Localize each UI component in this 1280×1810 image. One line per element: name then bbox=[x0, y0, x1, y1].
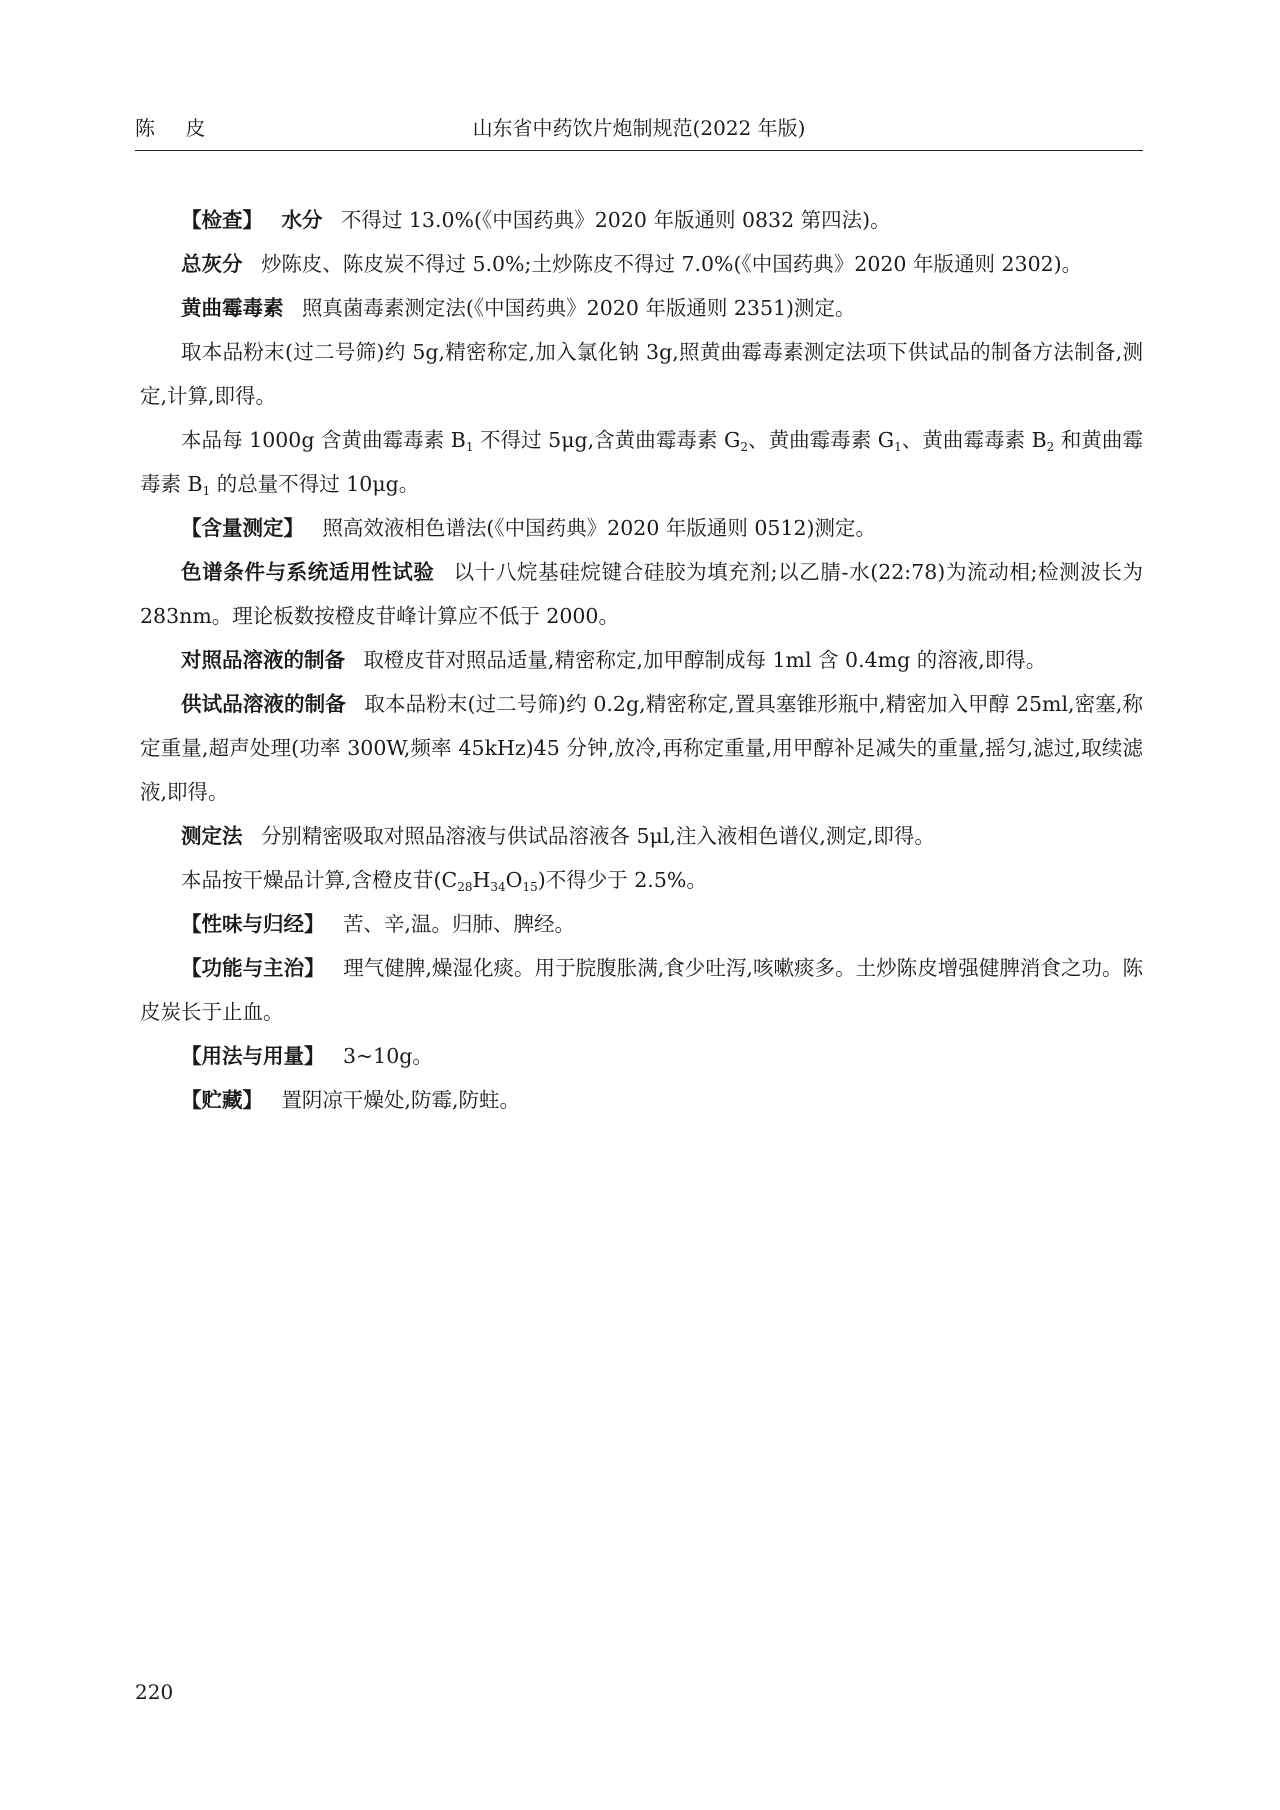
paragraph-text: 照高效液相色谱法(《中国药典》2020 年版通则 0512)测定。 bbox=[322, 516, 877, 540]
paragraph-text: O bbox=[505, 868, 523, 892]
paragraph-aflatoxin bbox=[140, 286, 1143, 330]
section-heading: 【含量测定】 bbox=[181, 516, 304, 540]
paragraph-text: 、黄曲霉毒素 G bbox=[748, 428, 895, 452]
paragraph-text: 以十八烷基硅烷键合硅胶为填充剂;以乙腈-水(22:78)为流动相;检测波长为 283nm。理论板数按橙皮苷峰计算应不低于 2000。 bbox=[140, 560, 1144, 628]
sub-heading: 供试品溶液的制备 bbox=[181, 692, 346, 716]
sub-heading: 水分 bbox=[281, 208, 323, 232]
header-herb-name: 陈 皮 bbox=[135, 116, 218, 140]
paragraph-total-ash bbox=[140, 242, 1143, 286]
section-heading: 【用法与用量】 bbox=[181, 1044, 325, 1068]
section-heading: 【贮藏】 bbox=[181, 1088, 263, 1112]
subscript: 1 bbox=[465, 440, 474, 454]
paragraph-text: 不得过 5μg,含黄曲霉毒素 G bbox=[473, 428, 741, 452]
section-heading: 【检查】 bbox=[181, 208, 263, 232]
paragraph-text: 苦、辛,温。归肺、脾经。 bbox=[342, 912, 575, 936]
paragraph-text: 照真菌毒素测定法(《中国药典》2020 年版通则 2351)测定。 bbox=[301, 296, 856, 320]
subscript: 2 bbox=[740, 440, 748, 454]
page-body bbox=[140, 198, 1143, 1122]
sub-heading: 黄曲霉毒素 bbox=[181, 296, 284, 320]
sub-heading: 测定法 bbox=[181, 824, 243, 848]
paragraph-text: 分别精密吸取对照品溶液与供试品溶液各 5μl,注入液相色谱仪,测定,即得。 bbox=[260, 824, 935, 848]
paragraph-chromatographic-conditions bbox=[140, 550, 1143, 638]
paragraph-storage bbox=[140, 1078, 1143, 1122]
paragraph-usage-dosage bbox=[140, 1034, 1143, 1078]
paragraph-text: )不得少于 2.5%。 bbox=[537, 868, 707, 892]
paragraph-inspection-moisture bbox=[140, 198, 1143, 242]
header-book-title: 山东省中药饮片炮制规范(2022 年版) bbox=[472, 116, 806, 140]
paragraph-text: 和黄曲霉毒素 B bbox=[140, 428, 1143, 496]
subscript: 15 bbox=[522, 880, 538, 894]
sub-heading: 色谱条件与系统适用性试验 bbox=[181, 560, 435, 584]
paragraph-text: 、黄曲霉毒素 B bbox=[901, 428, 1047, 452]
paragraph-text: 不得过 13.0%(《中国药典》2020 年版通则 0832 第四法)。 bbox=[340, 208, 891, 232]
paragraph-text: 本品每 1000g 含黄曲霉毒素 B bbox=[181, 428, 466, 452]
sub-heading: 总灰分 bbox=[181, 252, 243, 276]
paragraph-functions-indications bbox=[140, 946, 1143, 1034]
paragraph-text: 取本品粉末(过二号筛)约 5g,精密称定,加入氯化钠 3g,照黄曲霉毒素测定法项下供试品的制备方法制备,测定,计算,即得。 bbox=[140, 340, 1143, 408]
paragraph-text: 取橙皮苷对照品适量,精密称定,加甲醇制成每 1ml 含 0.4mg 的溶液,即得。 bbox=[363, 648, 1047, 672]
paragraph-text: 本品按干燥品计算,含橙皮苷(C bbox=[181, 868, 458, 892]
paragraph-text: 理气健脾,燥湿化痰。用于脘腹胀满,食少吐泻,咳嗽痰多。土炒陈皮增强健脾消食之功。陈皮炭长于止血。 bbox=[140, 956, 1144, 1024]
page-number: 220 bbox=[135, 1680, 174, 1704]
paragraph-aflatoxin-limit bbox=[140, 418, 1143, 506]
subscript: 34 bbox=[490, 880, 506, 894]
paragraph-reference-solution bbox=[140, 638, 1143, 682]
paragraph-text: 取本品粉末(过二号筛)约 0.2g,精密称定,置具塞锥形瓶中,精密加入甲醇 25ml,密塞,称定重量,超声处理(功率 300W,频率 45kHz)45 分钟,放冷,再称定重量,用甲醇补足减失的重量,摇匀,滤过,取续滤液,即得。 bbox=[140, 692, 1143, 804]
paragraph-text: H bbox=[472, 868, 491, 892]
paragraph-test-solution bbox=[140, 682, 1143, 814]
subscript: 1 bbox=[894, 440, 902, 454]
header-rule bbox=[135, 150, 1143, 151]
paragraph-procedure bbox=[140, 814, 1143, 858]
paragraph-text: 炒陈皮、陈皮炭不得过 5.0%;土炒陈皮不得过 7.0%(《中国药典》2020 年版通则 2302)。 bbox=[260, 252, 1083, 276]
section-heading: 【功能与主治】 bbox=[181, 956, 325, 980]
paragraph-text: 3~10g。 bbox=[342, 1044, 433, 1068]
paragraph-hesperidin-limit bbox=[140, 858, 1143, 902]
sub-heading: 对照品溶液的制备 bbox=[181, 648, 345, 672]
subscript: 1 bbox=[202, 484, 211, 498]
paragraph-text: 的总量不得过 10μg。 bbox=[210, 472, 420, 496]
subscript: 2 bbox=[1046, 440, 1055, 454]
running-header bbox=[135, 112, 1143, 148]
paragraph-assay bbox=[140, 506, 1143, 550]
paragraph-aflatoxin-method bbox=[140, 330, 1143, 418]
paragraph-properties-meridian bbox=[140, 902, 1143, 946]
section-heading: 【性味与归经】 bbox=[181, 912, 325, 936]
subscript: 28 bbox=[457, 880, 473, 894]
paragraph-text: 置阴凉干燥处,防霉,防蛀。 bbox=[281, 1088, 520, 1112]
